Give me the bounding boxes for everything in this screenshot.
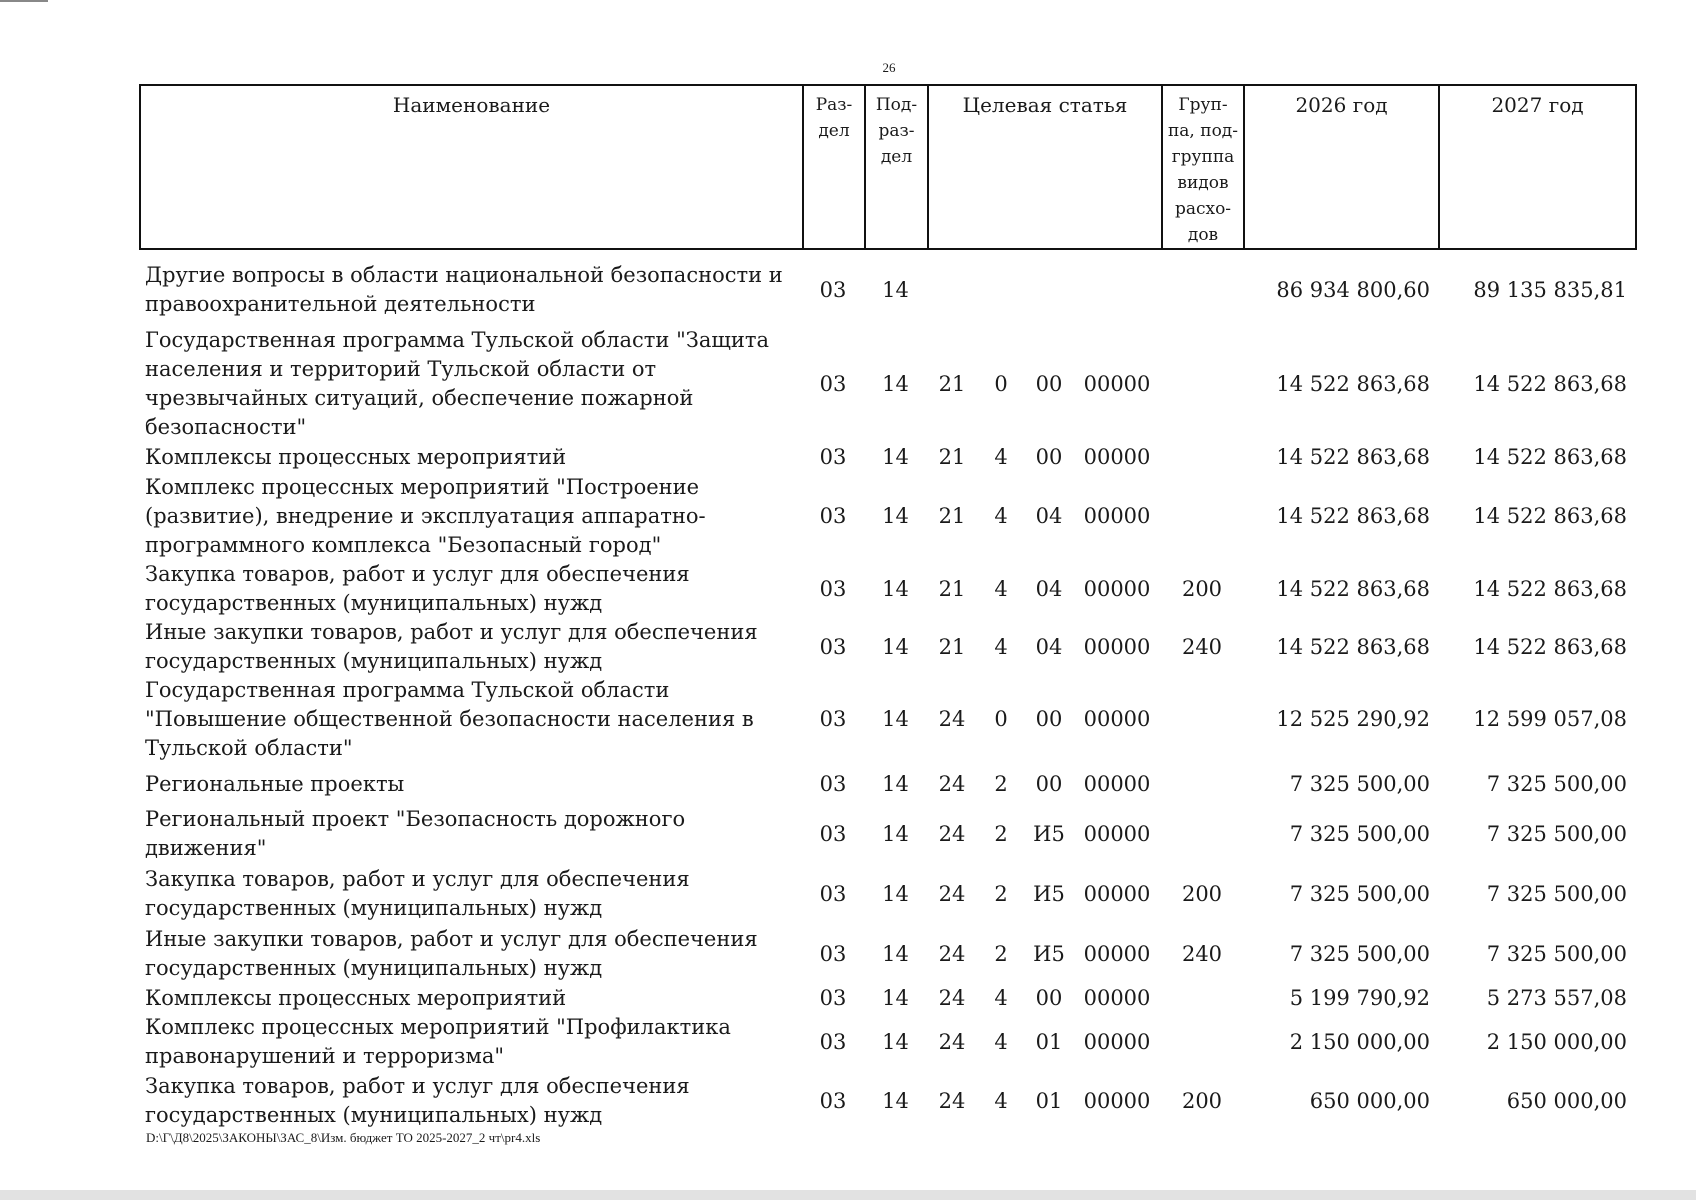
row-target-code: 00000 bbox=[1083, 444, 1151, 469]
header-row bbox=[140, 85, 1636, 249]
row-razdel: 03 bbox=[819, 707, 847, 731]
row-target-direction: 00 bbox=[1035, 771, 1063, 796]
row-target-type: 4 bbox=[994, 1029, 1008, 1054]
row-podrazdel: 14 bbox=[882, 941, 909, 966]
row-target-direction: И5 bbox=[1033, 941, 1065, 966]
row-target-type: 4 bbox=[994, 503, 1008, 528]
row-expense-group bbox=[1161, 472, 1243, 560]
table-row bbox=[139, 1071, 1635, 1131]
row-podrazdel: 14 bbox=[882, 1029, 909, 1054]
table-row bbox=[139, 618, 1635, 676]
row-target-code: 00000 bbox=[1083, 503, 1151, 528]
row-target-type: 4 bbox=[994, 1088, 1008, 1113]
row-target-program: 21 bbox=[938, 503, 966, 528]
table-row bbox=[139, 925, 1635, 983]
row-name: Комплекс процессных мероприятий "Профилактика правонарушений и терроризма" bbox=[145, 1015, 731, 1068]
row-razdel: 03 bbox=[819, 634, 847, 659]
row-podrazdel: 14 bbox=[882, 277, 909, 302]
row-amount-2026: 14 522 863,68 bbox=[1276, 576, 1430, 601]
row-target-type: 0 bbox=[994, 371, 1008, 396]
budget-table bbox=[139, 254, 1635, 1131]
row-podrazdel: 14 bbox=[882, 821, 909, 846]
row-expense-group bbox=[1161, 805, 1243, 863]
header-razdel: Раз- дел bbox=[803, 85, 865, 249]
table-header bbox=[139, 84, 1637, 250]
row-razdel: 03 bbox=[819, 985, 847, 1010]
table-row bbox=[139, 254, 1635, 326]
row-amount-2027: 650 000,00 bbox=[1506, 1088, 1627, 1113]
row-target-program bbox=[927, 254, 977, 326]
row-target-direction: 04 bbox=[1035, 634, 1063, 659]
row-target-type: 4 bbox=[994, 576, 1008, 601]
row-target-type: 4 bbox=[994, 634, 1008, 659]
row-target-program: 24 bbox=[938, 707, 966, 731]
row-razdel: 03 bbox=[819, 444, 847, 469]
table-row bbox=[139, 763, 1635, 805]
row-target-type: 0 bbox=[994, 707, 1008, 731]
row-target-type: 2 bbox=[994, 941, 1008, 966]
row-razdel: 03 bbox=[819, 941, 847, 966]
row-amount-2027: 7 325 500,00 bbox=[1486, 821, 1627, 846]
table-row bbox=[139, 472, 1635, 560]
row-name: Комплексы процессных мероприятий bbox=[145, 444, 567, 469]
row-target-direction: 00 bbox=[1035, 985, 1063, 1010]
row-target-direction: 01 bbox=[1035, 1088, 1063, 1113]
row-expense-group bbox=[1161, 1013, 1243, 1071]
row-amount-2027: 14 522 863,68 bbox=[1473, 444, 1627, 469]
row-name: Комплексы процессных мероприятий bbox=[145, 985, 567, 1010]
row-razdel: 03 bbox=[819, 1088, 847, 1113]
row-podrazdel: 14 bbox=[882, 444, 909, 469]
row-target-code: 00000 bbox=[1083, 821, 1151, 846]
row-razdel: 03 bbox=[819, 1029, 847, 1054]
row-amount-2027: 5 273 557,08 bbox=[1486, 985, 1627, 1010]
row-target-direction: 01 bbox=[1035, 1029, 1063, 1054]
row-amount-2026: 5 199 790,92 bbox=[1289, 985, 1430, 1010]
row-target-direction: И5 bbox=[1033, 881, 1065, 906]
row-razdel: 03 bbox=[819, 503, 847, 528]
row-target-code: 00000 bbox=[1083, 1029, 1151, 1054]
table-row bbox=[139, 560, 1635, 618]
row-target-program: 24 bbox=[938, 771, 966, 796]
row-target-type: 2 bbox=[994, 771, 1008, 796]
header-year-2027: 2027 год bbox=[1439, 85, 1636, 249]
row-amount-2026: 14 522 863,68 bbox=[1276, 634, 1430, 659]
row-amount-2026: 2 150 000,00 bbox=[1289, 1029, 1430, 1054]
row-amount-2027: 89 135 835,81 bbox=[1473, 277, 1627, 302]
row-amount-2027: 14 522 863,68 bbox=[1473, 634, 1627, 659]
row-podrazdel: 14 bbox=[882, 985, 909, 1010]
row-target-code: 00000 bbox=[1083, 881, 1151, 906]
row-amount-2026: 650 000,00 bbox=[1309, 1088, 1430, 1113]
row-name: Иные закупки товаров, работ и услуг для обеспечения государственных (муниципальных) нужд bbox=[145, 620, 758, 673]
row-razdel: 03 bbox=[819, 881, 847, 906]
row-amount-2027: 12 599 057,08 bbox=[1473, 707, 1627, 731]
row-expense-group bbox=[1161, 326, 1243, 442]
row-podrazdel: 14 bbox=[882, 707, 909, 731]
row-target-type: 2 bbox=[994, 881, 1008, 906]
table-row bbox=[139, 442, 1635, 472]
row-target-code: 00000 bbox=[1083, 985, 1151, 1010]
row-target-direction: 04 bbox=[1035, 576, 1063, 601]
row-target-code: 00000 bbox=[1083, 941, 1151, 966]
row-razdel: 03 bbox=[819, 371, 847, 396]
row-podrazdel: 14 bbox=[882, 371, 909, 396]
row-podrazdel: 14 bbox=[882, 634, 909, 659]
row-target-type bbox=[977, 254, 1025, 326]
row-amount-2026: 14 522 863,68 bbox=[1276, 503, 1430, 528]
row-amount-2026: 7 325 500,00 bbox=[1289, 821, 1430, 846]
row-target-direction: И5 bbox=[1033, 821, 1065, 846]
row-razdel: 03 bbox=[819, 277, 847, 302]
row-amount-2027: 14 522 863,68 bbox=[1473, 576, 1627, 601]
row-amount-2026: 86 934 800,60 bbox=[1276, 277, 1430, 302]
row-podrazdel: 14 bbox=[882, 881, 909, 906]
table-row bbox=[139, 983, 1635, 1013]
row-target-program: 24 bbox=[938, 985, 966, 1010]
header-target-article: Целевая статья bbox=[928, 85, 1162, 249]
row-podrazdel: 14 bbox=[882, 503, 909, 528]
row-amount-2027: 7 325 500,00 bbox=[1486, 881, 1627, 906]
row-amount-2027: 7 325 500,00 bbox=[1486, 771, 1627, 796]
row-target-code: 00000 bbox=[1083, 771, 1151, 796]
header-name: Наименование bbox=[140, 85, 803, 249]
row-name: Закупка товаров, работ и услуг для обеспечения государственных (муниципальных) нужд bbox=[145, 1074, 690, 1127]
row-target-program: 24 bbox=[938, 881, 966, 906]
header-podrazdel: Под- раз- дел bbox=[865, 85, 928, 249]
budget-table-body bbox=[139, 254, 1635, 1131]
row-amount-2027: 7 325 500,00 bbox=[1486, 941, 1627, 966]
row-target-code: 00000 bbox=[1083, 634, 1151, 659]
row-target-direction: 00 bbox=[1035, 707, 1063, 731]
table-row bbox=[139, 863, 1635, 925]
row-target-program: 21 bbox=[938, 371, 966, 396]
row-target-direction: 00 bbox=[1035, 371, 1063, 396]
row-name: Государственная программа Тульской области "Защита населения и территорий Тульской области от чрезвычайных ситуаций, обеспечение пожарной безопасности" bbox=[145, 328, 769, 439]
row-target-direction bbox=[1025, 254, 1073, 326]
row-expense-group bbox=[1161, 254, 1243, 326]
row-amount-2027: 14 522 863,68 bbox=[1473, 371, 1627, 396]
table-row bbox=[139, 805, 1635, 863]
row-razdel: 03 bbox=[819, 821, 847, 846]
row-name: Другие вопросы в области национальной безопасности и правоохранительной деятельности bbox=[145, 263, 783, 316]
file-path-footer: D:\Г\Д8\2025\ЗАКОНЫ\ЗАС_8\Изм. бюджет ТО 2025-2027_2 чт\pr4.xls bbox=[146, 1130, 541, 1145]
row-target-program: 24 bbox=[938, 1088, 966, 1113]
row-target-type: 4 bbox=[994, 985, 1008, 1010]
row-name: Государственная программа Тульской области "Повышение общественной безопасности населения в Тульской области" bbox=[145, 678, 754, 760]
row-expense-group: 240 bbox=[1181, 941, 1223, 966]
row-amount-2026: 7 325 500,00 bbox=[1289, 881, 1430, 906]
table-row bbox=[139, 326, 1635, 442]
row-podrazdel: 14 bbox=[882, 771, 909, 796]
row-target-program: 21 bbox=[938, 444, 966, 469]
row-expense-group bbox=[1161, 442, 1243, 472]
row-target-direction: 00 bbox=[1035, 444, 1063, 469]
row-target-direction: 04 bbox=[1035, 503, 1063, 528]
row-target-program: 24 bbox=[938, 821, 966, 846]
header-year-2026: 2026 год bbox=[1244, 85, 1439, 249]
row-target-code: 00000 bbox=[1083, 1088, 1151, 1113]
row-expense-group bbox=[1161, 763, 1243, 805]
row-expense-group: 240 bbox=[1181, 634, 1223, 659]
row-target-type: 4 bbox=[994, 444, 1008, 469]
row-expense-group: 200 bbox=[1181, 881, 1223, 906]
row-target-type: 2 bbox=[994, 821, 1008, 846]
row-target-code: 00000 bbox=[1083, 707, 1151, 731]
row-name: Закупка товаров, работ и услуг для обеспечения государственных (муниципальных) нужд bbox=[145, 562, 690, 615]
row-amount-2026: 7 325 500,00 bbox=[1289, 941, 1430, 966]
row-amount-2026: 7 325 500,00 bbox=[1289, 771, 1430, 796]
page-number: 26 bbox=[882, 60, 896, 75]
row-amount-2027: 2 150 000,00 bbox=[1486, 1029, 1627, 1054]
row-target-program: 24 bbox=[938, 1029, 966, 1054]
row-expense-group bbox=[1161, 983, 1243, 1013]
row-amount-2026: 14 522 863,68 bbox=[1276, 371, 1430, 396]
row-expense-group: 200 bbox=[1181, 576, 1223, 601]
row-name: Иные закупки товаров, работ и услуг для обеспечения государственных (муниципальных) нужд bbox=[145, 927, 758, 980]
row-amount-2026: 12 525 290,92 bbox=[1276, 707, 1430, 731]
row-expense-group bbox=[1161, 676, 1243, 763]
row-name: Комплекс процессных мероприятий "Построение (развитие), внедрение и эксплуатация аппаратно-программного комплекса "Безопасный город" bbox=[145, 474, 706, 557]
row-target-program: 21 bbox=[938, 576, 966, 601]
row-target-program: 21 bbox=[938, 634, 966, 659]
row-amount-2026: 14 522 863,68 bbox=[1276, 444, 1430, 469]
scan-edge-mark bbox=[0, 0, 48, 2]
table-row bbox=[139, 676, 1635, 763]
row-target-code: 00000 bbox=[1083, 371, 1151, 396]
row-podrazdel: 14 bbox=[882, 576, 909, 601]
row-target-code: 00000 bbox=[1083, 576, 1151, 601]
row-amount-2027: 14 522 863,68 bbox=[1473, 503, 1627, 528]
row-name: Региональные проекты bbox=[145, 771, 405, 796]
row-name: Закупка товаров, работ и услуг для обеспечения государственных (муниципальных) нужд bbox=[145, 867, 690, 920]
row-expense-group: 200 bbox=[1181, 1088, 1223, 1113]
row-name: Региональный проект "Безопасность дорожного движения" bbox=[145, 807, 686, 860]
row-target-program: 24 bbox=[938, 941, 966, 966]
row-target-code bbox=[1073, 254, 1161, 326]
header-expense-group: Груп- па, под- группа видов расхо- дов bbox=[1162, 85, 1244, 249]
table-row bbox=[139, 1013, 1635, 1071]
row-podrazdel: 14 bbox=[882, 1088, 909, 1113]
row-razdel: 03 bbox=[819, 576, 847, 601]
row-razdel: 03 bbox=[819, 771, 847, 796]
